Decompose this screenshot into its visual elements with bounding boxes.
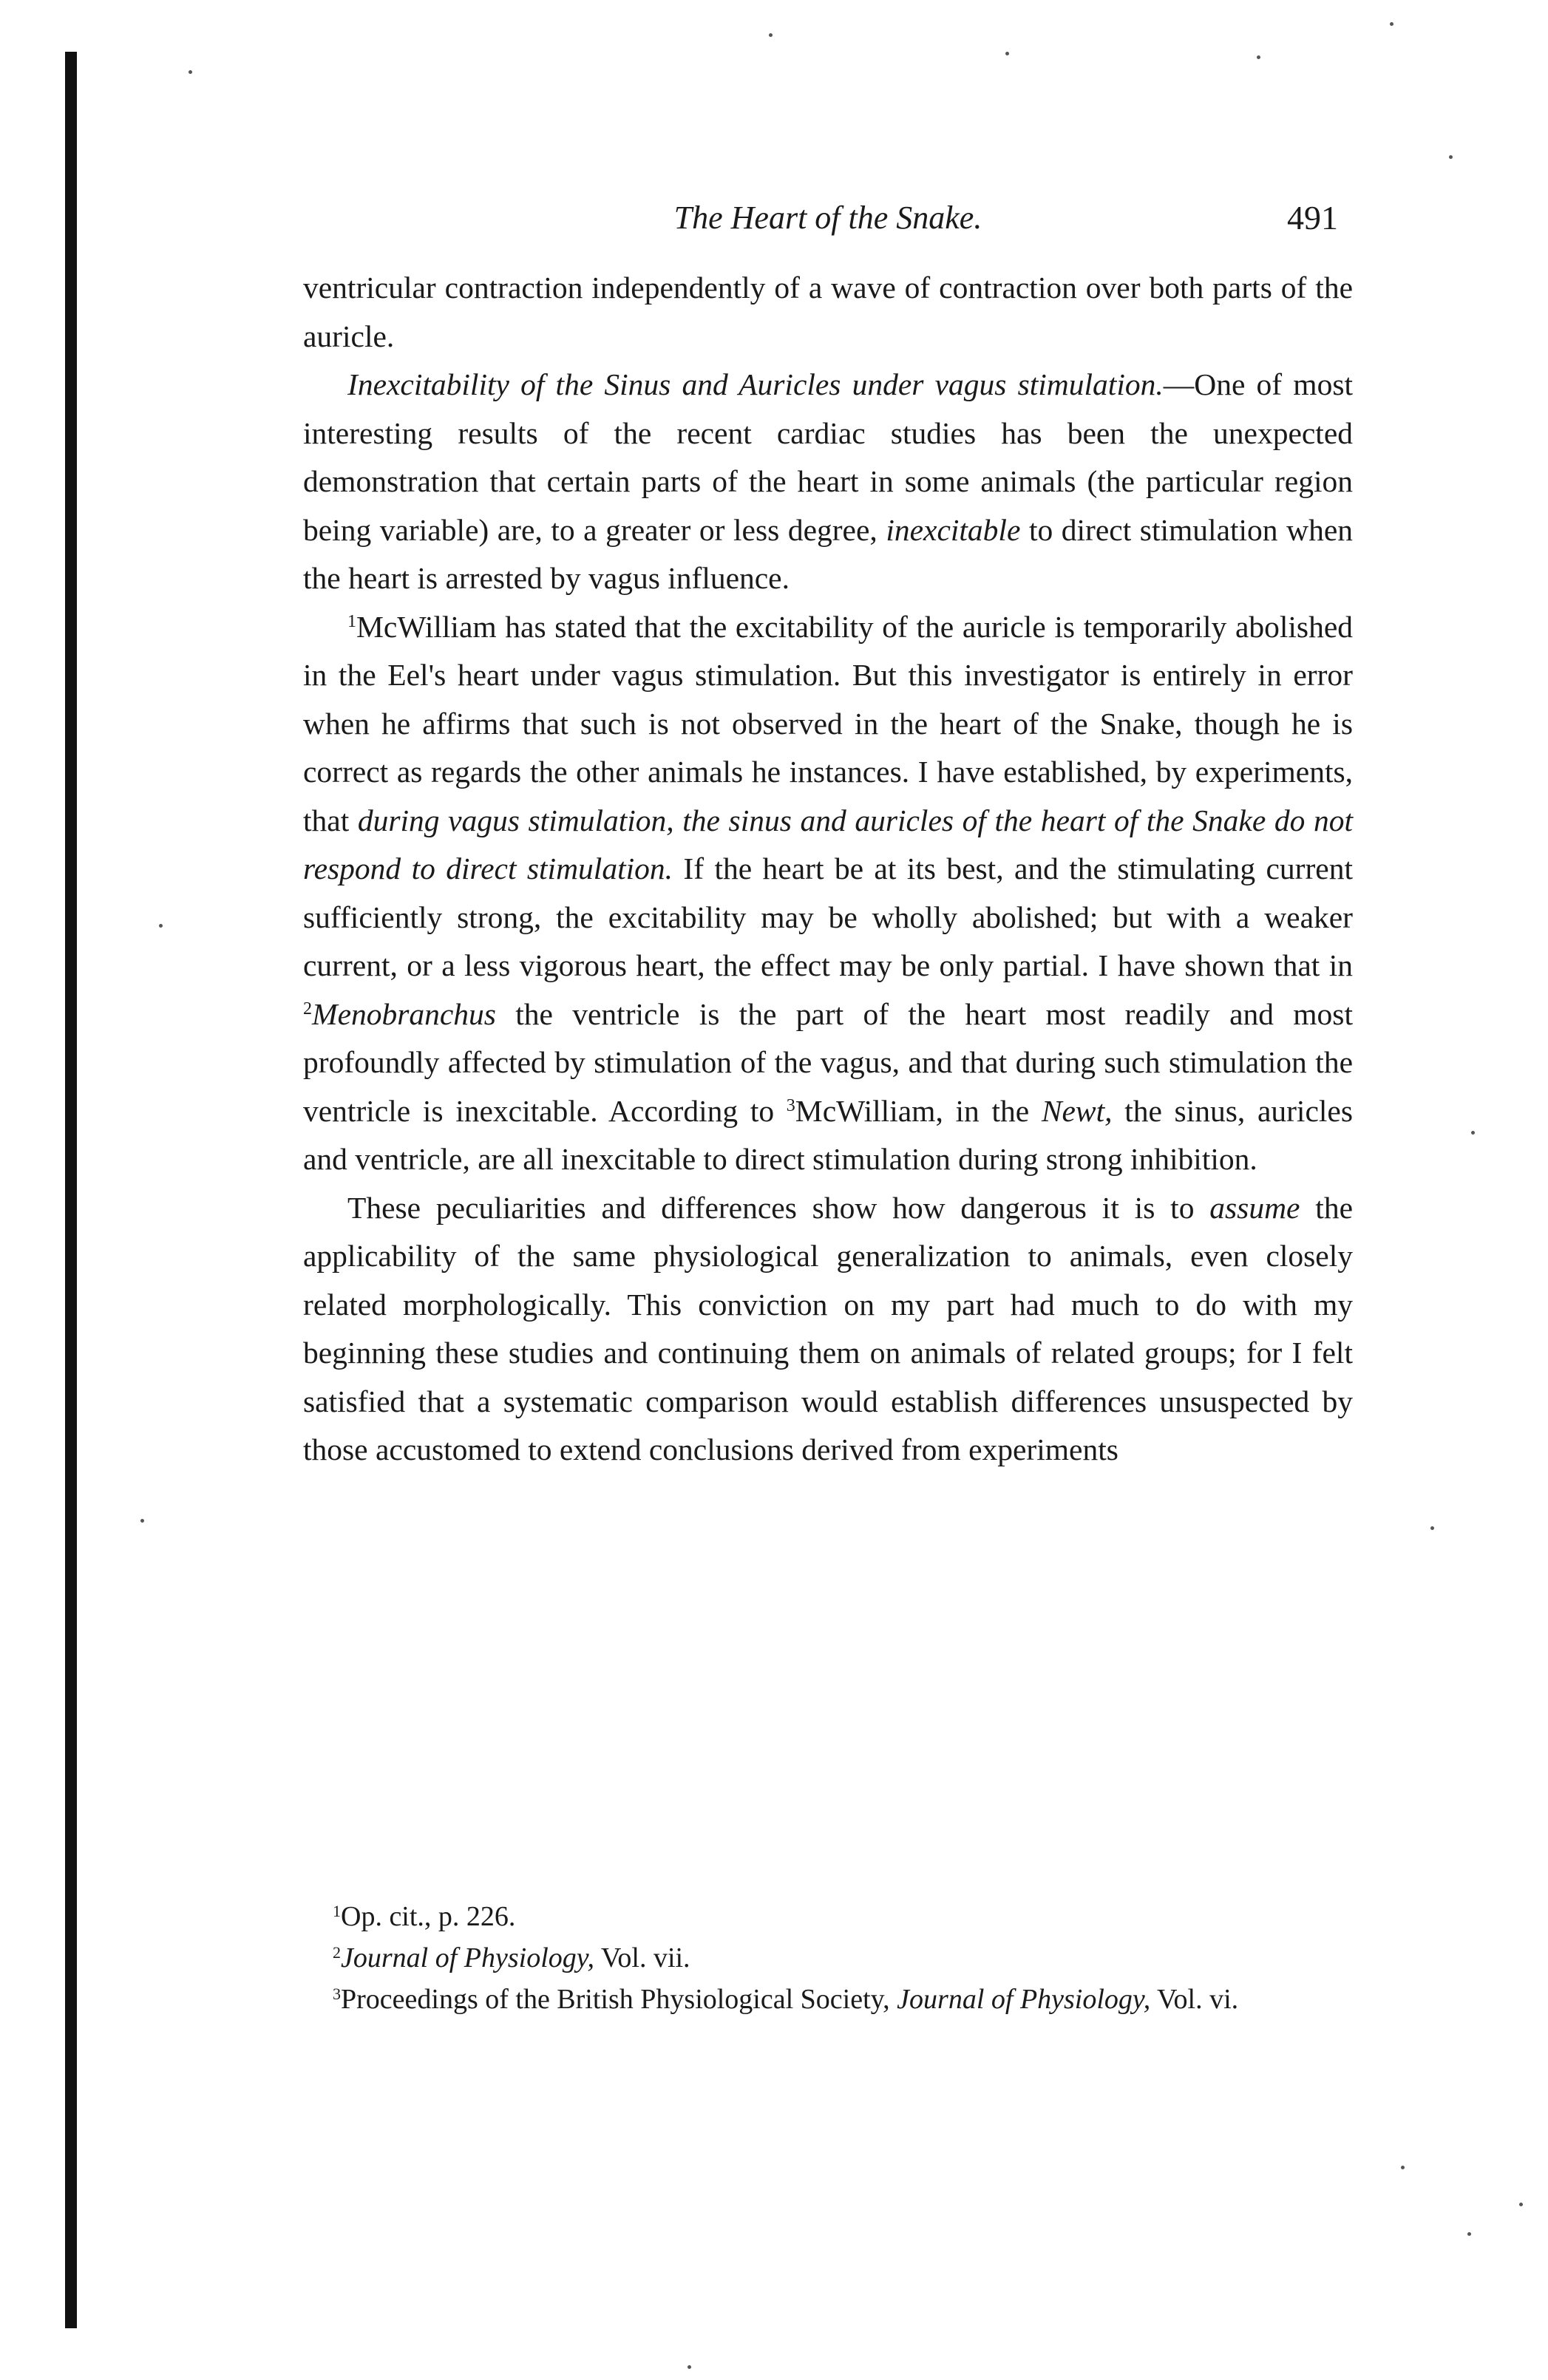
paragraph-mcwilliam: $^1$McWilliam has stated that the excitability of the auricle is temporarily abolished in the Eel's heart under vagus stimulation. But this investigator is entirely in error when he affirms that such is not observed in the heart of the Snake, though he is correct as regards the other animals he instances. I have established, by experiments, that during vagus stimulation, the sinus and auricles of the heart of the Snake do not respond to direct stimulation. If the heart be at its best, and the stimulating current sufficiently strong, the excitability may be wholly abolished; but with a weaker current, or a less vigorous heart, the effect may be only partial. I have shown that in $^2$Menobranchus the ventricle is the part of the heart most readily and most profoundly affected by stimulation of the vagus, and that during such stimulation the ventricle is inexcitable. According to $^3$McWilliam, in the Newt, the sinus, auricles and ventricle, are all inexcitable to direct stimulation during strong inhibition.	[303, 609, 1353, 1176]
page-number: 491	[1287, 199, 1338, 237]
binding-edge	[65, 52, 77, 2328]
body-text	[303, 264, 1353, 1475]
footnotes	[303, 1896, 1353, 2020]
page-header	[303, 185, 1353, 251]
footnote-ref-3: 3	[786, 1095, 795, 1115]
running-title: The Heart of the Snake.	[673, 200, 982, 236]
footnote-1: $^1$Op. cit., p. 226.	[333, 1901, 516, 1932]
footnote-ref-1: 1	[347, 611, 356, 631]
footnote-3: $^3$Proceedings of the British Physiological Society, Journal of Physiology, Vol. vi.	[333, 1984, 1239, 2015]
footnote-ref-2: 2	[303, 999, 312, 1019]
paragraph-peculiarities: These peculiarities and differences show how dangerous it is to assume the applicability of the same physiological generalization to animals, even closely related morphologically. This conviction on my part had much to do with my beginning these studies and continuing them on animals of related groups; for I felt satisfied that a systematic comparison would establish differences unsuspected by those accustomed to extend conclusions derived from experiments	[303, 1190, 1354, 1466]
paragraph-inexcitability: Inexcitability of the Sinus and Auricles under vagus stimulation.—One of most interesting results of the recent cardiac studies has been the unexpected demonstration that certain parts of the heart in some animals (the particular region being variable) are, to a greater or less degree, inexcitable to direct stimulation when the heart is arrested by vagus influence.	[303, 367, 1353, 595]
paragraph-continuation: ventricular contraction independently of a wave of contraction over both parts of the auricle.	[303, 271, 1353, 353]
section-heading: Inexcitability of the Sinus and Auricles under vagus stimulation.	[347, 367, 1164, 401]
footnote-2: $^2$Journal of Physiology, Vol. vii.	[333, 1942, 690, 1973]
